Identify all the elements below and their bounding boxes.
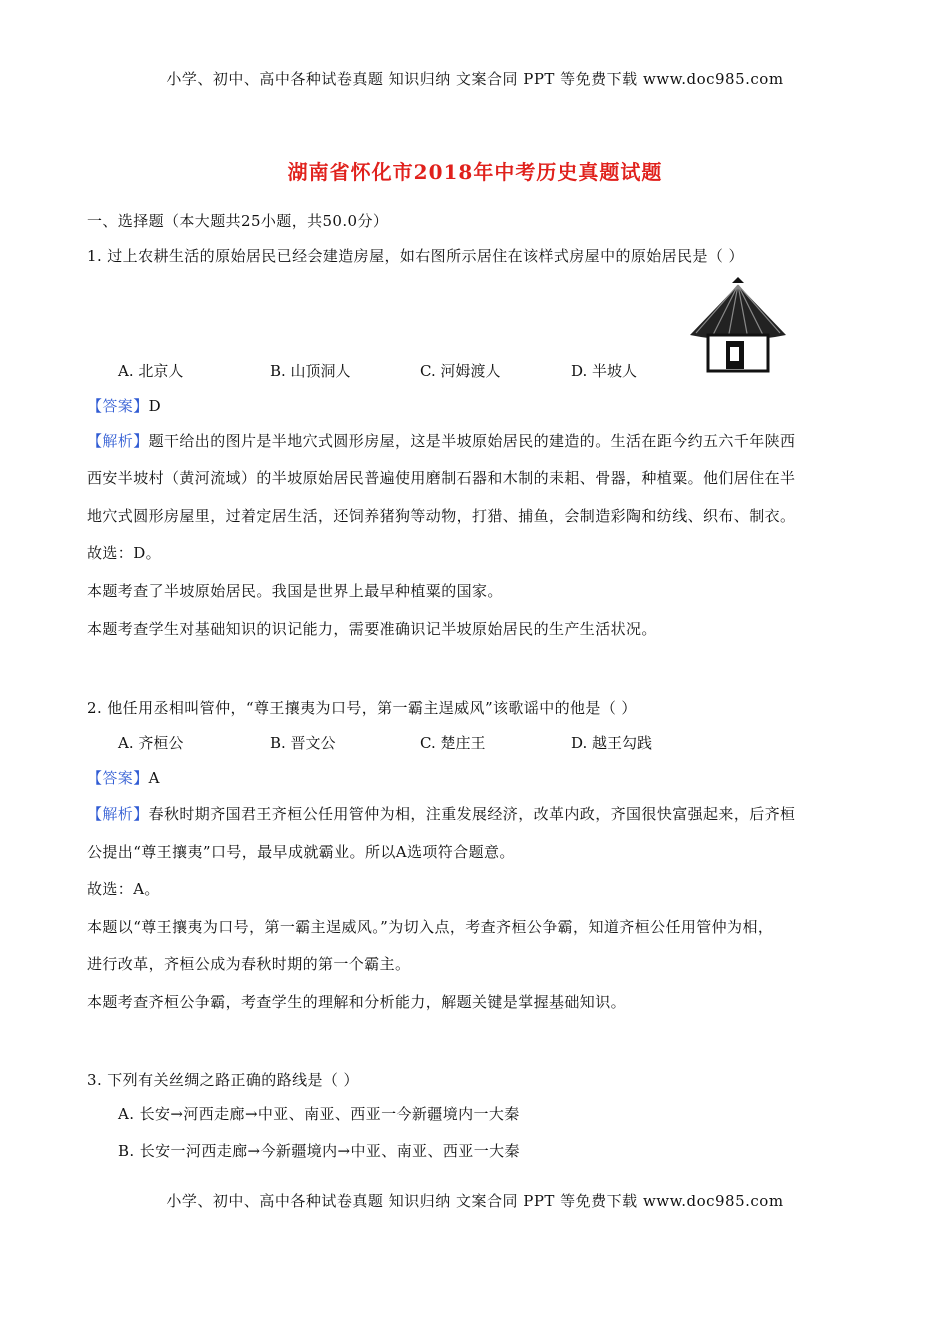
q1-answer [87,395,161,416]
q1-analysis-line-2: 西安半坡村（黄河流域）的半坡原始居民普遍使用磨制石器和木制的耒耜、骨器，种植粟。他们居住在半 [87,469,796,487]
q2-answer-value: A [148,769,160,787]
q2-option-d: D. 越王勾践 [571,734,653,752]
page-header: 小学、初中、高中各种试卷真题 知识归纳 文案合同 PPT 等免费下载 www.doc985.com [166,70,784,88]
q1-analysis-line-3: 地穴式圆形房屋里，过着定居生活，还饲养猪狗等动物，打猎、捕鱼，会制造彩陶和纺线、织布、制衣。 [87,507,796,525]
q2-note-2: 进行改革，齐桓公成为春秋时期的第一个霸主。 [87,955,411,973]
q2-option-b: B. 晋文公 [270,734,336,752]
q2-option-a: A. 齐桓公 [118,734,184,752]
q2-option-c: C. 楚庄王 [420,734,486,752]
q1-option-a: A. 北京人 [118,362,184,380]
q2-analysis-line-1: 【解析】春秋时期齐国君王齐桓公任用管仲为相，注重发展经济，改革内政，齐国很快富强起来，后齐桓 [87,805,796,823]
q1-note-1: 本题考查了半坡原始居民。我国是世界上最早种植粟的国家。 [87,582,503,600]
q3-option-a: A. 长安→河西走廊→中亚、南亚、西亚一今新疆境内一大秦 [118,1105,520,1123]
q2-note-1: 本题以“尊王攘夷为口号，第一霸主逞威风。”为切入点，考查齐桓公争霸，知道齐桓公任用管仲为相， [87,918,774,936]
q2-analysis-line-2: 公提出“尊王攘夷”口号，最早成就霸业。所以A选项符合题意。 [87,843,515,861]
q1-choice: 故选：D。 [87,544,162,562]
q2-choice: 故选：A。 [87,880,160,898]
answer-tag: 【答案】 [87,397,149,415]
q2-note-3: 本题考查齐桓公争霸，考查学生的理解和分析能力，解题关键是掌握基础知识。 [87,993,627,1011]
q1-answer-value: D [148,397,162,415]
analysis-tag: 【解析】 [87,432,149,450]
q1-analysis-line-1: 【解析】题干给出的图片是半地穴式圆形房屋，这是半坡原始居民的建造的。生活在距今约五六千年陕西 [87,432,796,450]
round-hut-illustration [682,277,794,377]
q2-stem: 2. 他任用丞相叫管仲，“尊王攘夷为口号，第一霸主逞威风”该歌谣中的他是（ ） [87,699,637,717]
q1-option-b: B. 山顶洞人 [270,362,351,380]
page-footer: 小学、初中、高中各种试卷真题 知识归纳 文案合同 PPT 等免费下载 www.doc985.com [166,1192,784,1210]
section-heading: 一、选择题（本大题共25小题，共50.0分） [87,212,389,230]
q3-stem: 3. 下列有关丝绸之路正确的路线是（ ） [87,1071,359,1089]
q1-note-2: 本题考查学生对基础知识的识记能力，需要准确识记半坡原始居民的生产生活状况。 [87,620,657,638]
q1-option-d: D. 半坡人 [571,362,638,380]
q1-option-c: C. 河姆渡人 [420,362,501,380]
page-title: 湖南省怀化市2018年中考历史真题试题 [287,160,663,184]
q3-option-b: B. 长安一河西走廊→今新疆境内→中亚、南亚、西亚一大秦 [118,1142,520,1160]
q1-stem: 1. 过上农耕生活的原始居民已经会建造房屋，如右图所示居住在该样式房屋中的原始居民是（ ） [87,247,744,265]
q2-answer: 【答案】A [87,769,160,787]
